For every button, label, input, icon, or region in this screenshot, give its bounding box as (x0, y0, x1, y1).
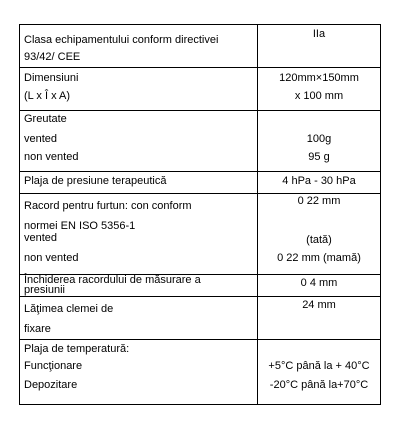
value-line: 0 22 mm (mamă) (277, 252, 361, 264)
value-line: (tată) (306, 234, 332, 246)
value-line: 0 22 mm (297, 195, 341, 207)
spec-value-temperature-range (258, 340, 381, 405)
label-line: Dimensiuni (24, 72, 79, 84)
value-line: IIa (312, 28, 326, 40)
value-line: 0 4 mm (300, 277, 338, 289)
label-line: Racord pentru furtun: con conform (24, 200, 192, 212)
spec-row-hose-connector (20, 194, 381, 275)
label-line: fixare (24, 323, 51, 335)
label-line: 93/42/ CEE (24, 51, 81, 63)
spec-value-dimensions (258, 68, 381, 111)
spec-row-measurement-connector (20, 275, 381, 297)
spec-value-clamp-width (258, 297, 381, 340)
label-line: Funcţionare (24, 360, 83, 372)
spec-label-hose-connector (20, 194, 258, 275)
spec-row-pressure-range (20, 172, 381, 194)
label-line: non vented (24, 252, 79, 264)
spec-label-equipment-class (20, 25, 258, 68)
spec-row-dimensions (20, 68, 381, 111)
spec-row-clamp-width (20, 297, 381, 340)
value-line: 95 g (308, 151, 330, 163)
value-line: x 100 mm (294, 90, 344, 102)
spec-value-weight (258, 111, 381, 172)
spec-row-weight (20, 111, 381, 172)
label-line: Clasa echipamentului conform directivei (24, 34, 219, 46)
spec-value-hose-connector (258, 194, 381, 275)
value-line: -20°C până la+70°C (269, 379, 369, 391)
label-line: vented (24, 232, 58, 244)
label-line: Greutate (24, 113, 67, 125)
label-line: (L x Î x A) (24, 90, 71, 102)
label-line: non vented (24, 151, 79, 163)
value-line: 100g (306, 133, 332, 145)
label-line: Plaja de presiune terapeutică (24, 175, 167, 187)
spec-label-pressure-range (20, 172, 258, 194)
label-line: vented (24, 133, 58, 145)
spec-row-equipment-class (20, 25, 381, 68)
spec-label-temperature-range (20, 340, 258, 405)
label-line: Depozitare (24, 379, 78, 391)
spec-label-dimensions (20, 68, 258, 111)
label-line: Plaja de temperatură: (24, 343, 130, 355)
value-line: +5°C până la + 40°C (268, 360, 370, 372)
spec-label-weight (20, 111, 258, 172)
spec-value-pressure-range (258, 172, 381, 194)
spec-row-temperature-range (20, 340, 381, 405)
spec-value-measurement-connector (258, 275, 381, 297)
value-line: 24 mm (302, 299, 336, 311)
spec-label-measurement-connector (20, 275, 258, 297)
value-line: 4 hPa - 30 hPa (282, 175, 356, 187)
value-line: 120mm×150mm (279, 72, 359, 84)
label-line: presiunii (24, 284, 65, 296)
label-line: Lăţimea clemei de (24, 303, 114, 315)
specifications-table (19, 24, 381, 405)
label-line: normei EN ISO 5356-1 (24, 220, 136, 232)
label-line: Închiderea racordului de măsurare a (24, 274, 201, 286)
spec-value-equipment-class (258, 25, 381, 68)
spec-label-clamp-width (20, 297, 258, 340)
